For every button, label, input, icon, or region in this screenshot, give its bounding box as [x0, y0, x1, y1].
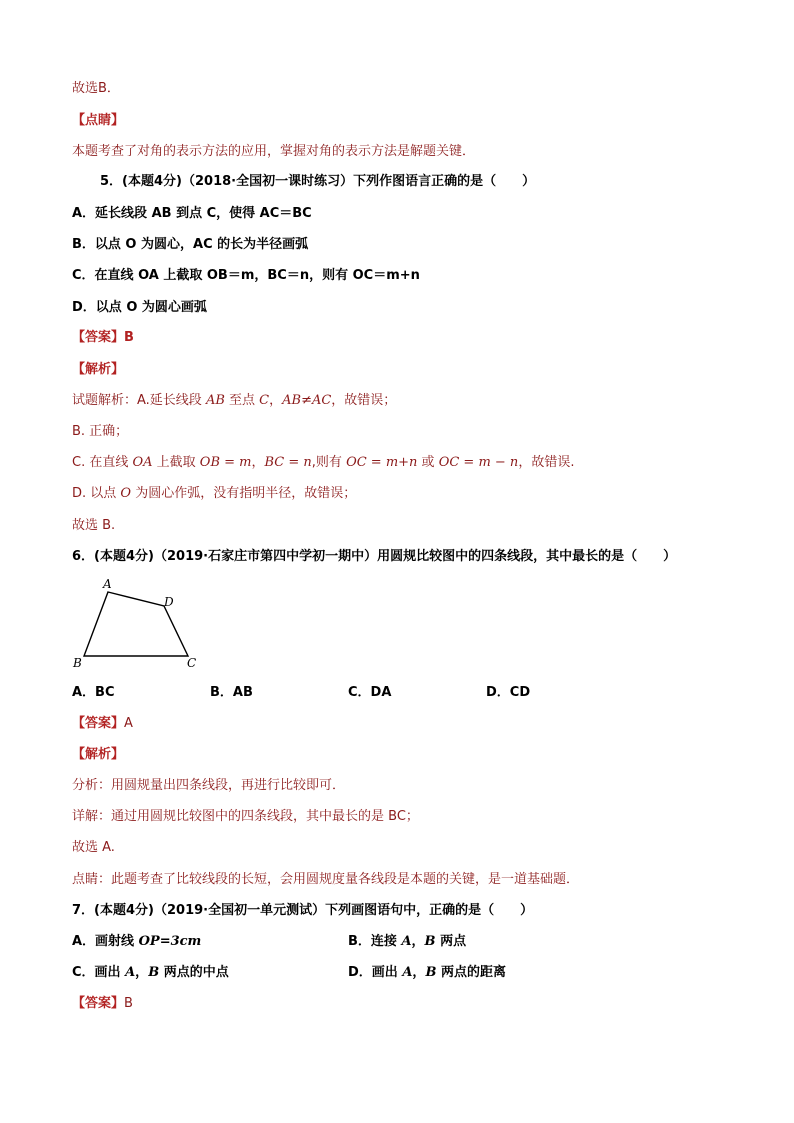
question-5-stem: 5．(本题4分)（2018·全国初一课时练习）下列作图语言正确的是（ ） [100, 174, 536, 189]
question-5-option-c: C．在直线 OA 上截取 OB＝m，BC＝n，则有 OC＝m+n [72, 268, 420, 283]
question-7-option-c: C．画出 A，B 两点的中点 [72, 965, 229, 980]
question-6-answer: 【答案】A [72, 716, 133, 731]
conclusion-text: 故选B． [72, 81, 120, 96]
vertex-label-a: A [103, 577, 112, 591]
question-7-option-b: B．连接 A，B 两点 [348, 934, 467, 949]
question-6-conclusion: 故选 A. [72, 840, 115, 855]
question-5-conclusion: 故选 B. [72, 518, 116, 533]
question-6-stem: 6．(本题4分)（2019·石家庄市第四中学初一期中）用圆规比较图中的四条线段，其中最长的是（ ） [72, 549, 677, 564]
question-6-analysis: 分析：用圆规量出四条线段，再进行比较即可． [72, 778, 346, 793]
vertex-label-b: B [73, 656, 82, 670]
question-6-option-b: B．AB [210, 685, 253, 700]
question-5-analysis-heading: 【解析】 [72, 362, 125, 377]
question-7-option-a: A．画射线 OP=3cm [72, 934, 202, 949]
question-7-stem: 7．(本题4分)（2019·全国初一单元测试）下列画图语句中，正确的是（ ） [72, 903, 534, 918]
question-6-option-c: C．DA [348, 685, 392, 700]
dianjing-text: 本题考查了对角的表示方法的应用，掌握对角的表示方法是解题关键． [72, 144, 476, 159]
question-5-explanation-a: 试题解析：A.延长线段 AB 至点 C，AB≠AC，故错误； [72, 393, 397, 408]
question-5-option-a: A．延长线段 AB 到点 C，使得 AC＝BC [72, 206, 312, 221]
question-7-answer: 【答案】B [72, 996, 133, 1011]
question-6-option-a: A．BC [72, 685, 115, 700]
question-5-answer: 【答案】B [72, 330, 134, 345]
quadrilateral-figure [70, 576, 200, 670]
question-5-explanation-b: B. 正确； [72, 424, 129, 439]
quadrilateral-diagram [70, 576, 200, 670]
question-6-remark: 点睛：此题考查了比较线段的长短，会用圆规度量各线段是本题的关键，是一道基础题． [72, 872, 580, 887]
question-5-explanation-c: C. 在直线 OA 上截取 OB = m，BC = n,则有 OC = m+n 或 OC = m − n，故错误. [72, 455, 575, 470]
question-6-detail: 详解：通过用圆规比较图中的四条线段，其中最长的是 BC； [72, 809, 419, 824]
question-5-explanation-d: D. 以点 O 为圆心作弧，没有指明半径，故错误； [72, 486, 357, 501]
question-6-option-d: D．CD [486, 685, 531, 700]
question-6-analysis-heading: 【解析】 [72, 747, 125, 762]
dianjing-heading: 【点睛】 [72, 113, 125, 128]
question-5-option-d: D．以点 O 为圆心画弧 [72, 300, 207, 315]
vertex-label-c: C [187, 656, 197, 670]
question-5-option-b: B．以点 O 为圆心，AC 的长为半径画弧 [72, 237, 309, 252]
vertex-label-d: D [164, 595, 174, 609]
question-7-option-d: D．画出 A，B 两点的距离 [348, 965, 506, 980]
